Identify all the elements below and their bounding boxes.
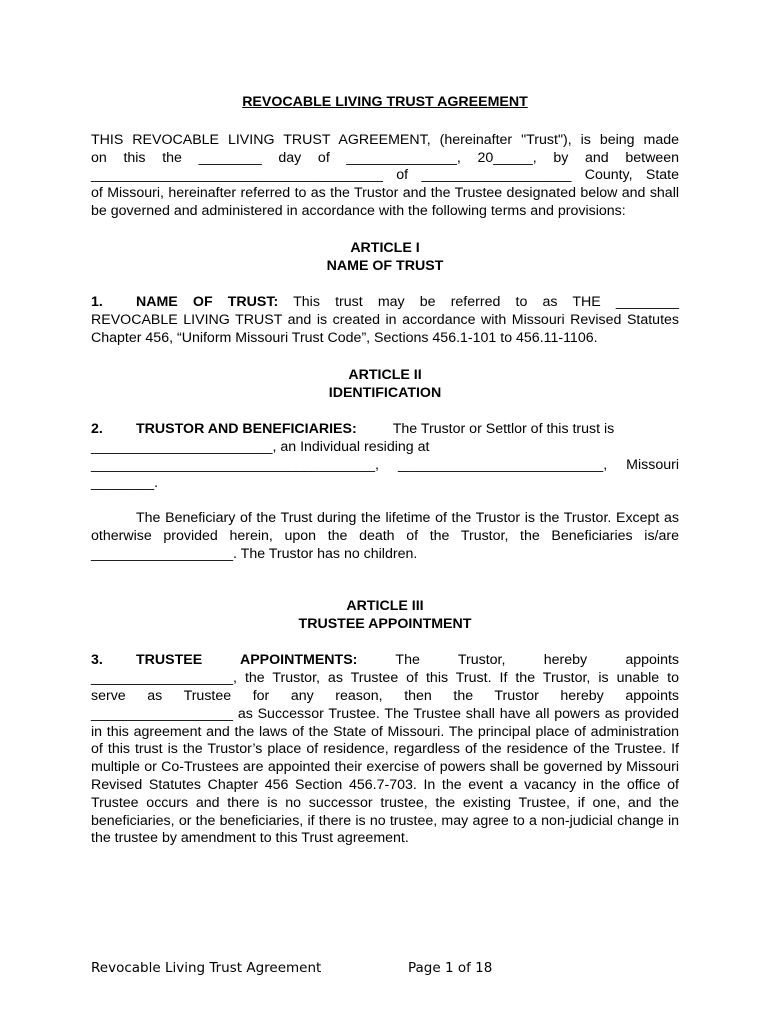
section-2-line-3: ____________________________________, __________________________, Missouri	[91, 456, 679, 473]
section-3-label: TRUSTEE APPOINTMENTS:	[136, 652, 358, 669]
footer-page-number: Page 1 of 18	[408, 960, 493, 976]
article-1-section	[91, 294, 679, 347]
article-3-section	[91, 652, 679, 848]
article-3-heading: ARTICLE III	[346, 597, 424, 614]
section-1-number: 1.	[91, 294, 103, 311]
article-3	[91, 598, 679, 848]
beneficiary-paragraph: The Beneficiary of the Trust during the lifetime of the Trustor is the Trustor. Except as otherwise provided herein, upon the death of the Trustor, the Beneficiaries is/are __________________. The Trustor has no children.	[91, 510, 679, 562]
section-1-label: NAME OF TRUST:	[136, 294, 279, 311]
section-3-first-line	[91, 652, 679, 670]
section-2-line-4: ________.	[91, 474, 159, 491]
article-2	[91, 367, 679, 564]
footer-document-title: Revocable Living Trust Agreement	[91, 960, 322, 976]
section-2-line-1: The Trustor or Settlor of this trust is	[392, 421, 615, 438]
document-body	[91, 94, 679, 848]
section-1-line-1: This trust may be referred to as THE ________	[293, 294, 680, 311]
intro-line-1: THIS REVOCABLE LIVING TRUST AGREEMENT, (hereinafter "Trust"), is being made	[91, 131, 679, 148]
intro-line-3: _____________________________________ of ___________________ County, State	[91, 167, 679, 184]
section-2-line-2: _______________________, an Individual residing at	[91, 439, 430, 456]
article-2-heading: ARTICLE II	[348, 366, 422, 383]
section-3-line-2: __________________, the Trustor, as Trustee of this Trust. If the Trustor, is unable to	[91, 670, 679, 687]
section-3-line-1: The Trustor, hereby appoints	[395, 652, 679, 669]
section-1-first-line	[91, 294, 679, 312]
article-1	[91, 240, 679, 348]
document-title: REVOCABLE LIVING TRUST AGREEMENT	[242, 94, 528, 110]
intro-paragraph	[91, 132, 679, 221]
article-3-subheading: TRUSTEE APPOINTMENT	[298, 615, 472, 632]
section-2-first-line	[91, 421, 679, 439]
article-1-heading: ARTICLE I	[350, 239, 420, 256]
intro-rest: of Missouri, hereinafter referred to as the Trustor and the Trustee designated below and shall be governed and administered in accordance with the following terms and provisions:	[91, 185, 679, 219]
article-2-subheading: IDENTIFICATION	[328, 384, 442, 401]
intro-line-2: on this the ________ day of ______________, 20_____, by and between	[91, 149, 679, 166]
section-1-rest: REVOCABLE LIVING TRUST and is created in accordance with Missouri Revised Statutes Chapter 456, “Uniform Missouri Trust Code”, Sections 456.1-101 to 456.11-1106.	[91, 312, 679, 346]
section-2-number: 2.	[91, 421, 103, 438]
section-3-number: 3.	[91, 652, 103, 669]
article-2-section	[91, 421, 679, 563]
section-3-line-3: serve as Trustee for any reason, then the Trustor hereby appoints	[91, 687, 679, 704]
section-2-label: TRUSTOR AND BENEFICIARIES:	[136, 421, 357, 438]
article-1-subheading: NAME OF TRUST	[326, 257, 444, 274]
section-3-rest: __________________ as Successor Trustee. The Trustee shall have all powers as provided in this agreement and the laws of the State of Missouri. The principal place of administration of this trust is the Trustor’s place of residence, regardless of the residence of the Trustee. If multiple or Co-Trustees are appointed their exercise of powers shall be governed by Missouri Revised Statutes Chapter 456 Section 456.7-703. In the event a vacancy in the office of Trustee occurs and there is no successor trustee, the existing Trustee, if one, and the beneficiaries, or the beneficiaries, if there is no trustee, may agree to a non-judicial change in the trustee by amendment to this Trust agreement.	[91, 705, 679, 847]
